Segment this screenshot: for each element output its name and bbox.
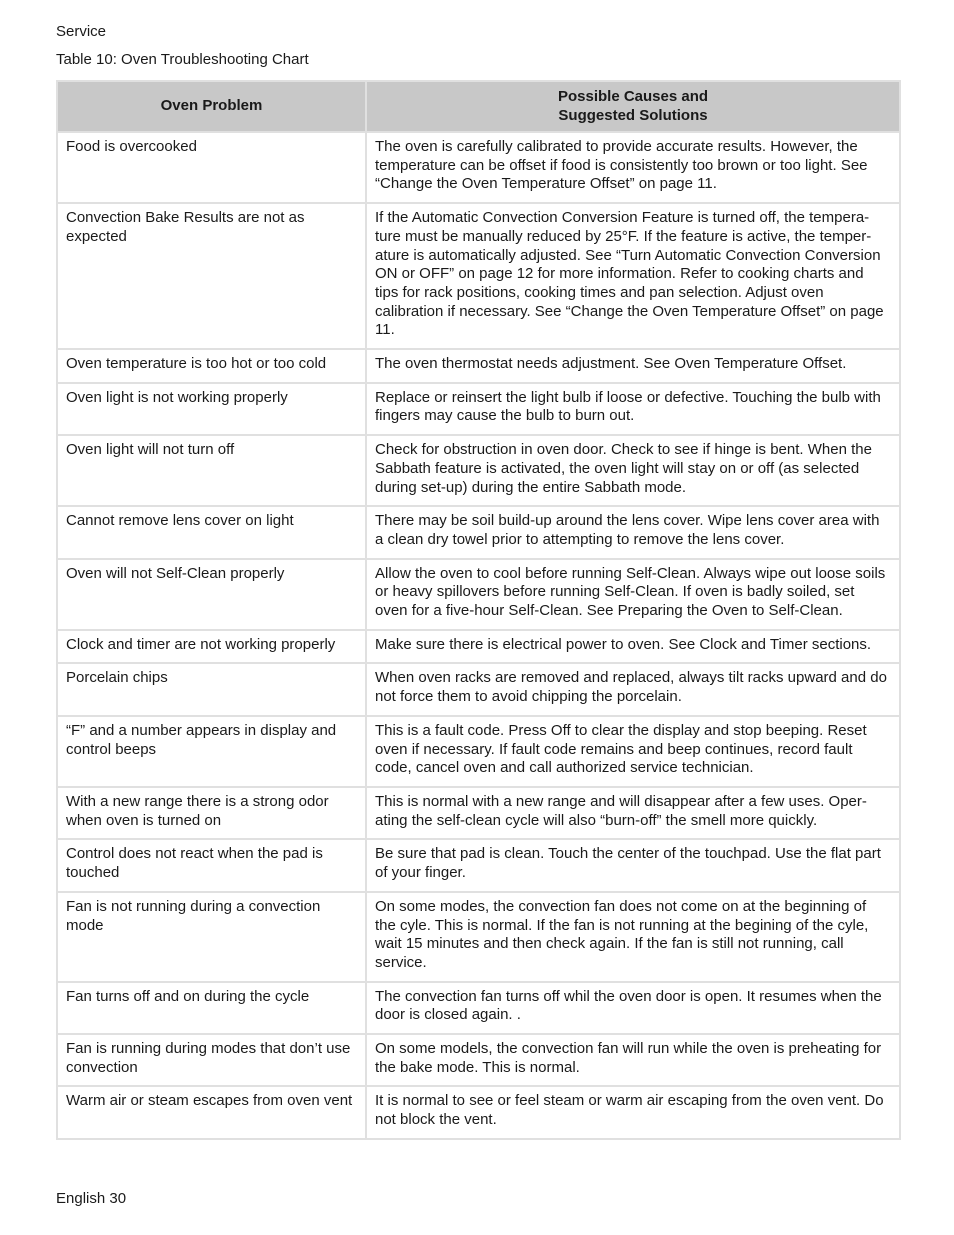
solution-cell: Replace or reinsert the light bulb if loose or defective. Touching the bulb with fingers may cause the bulb to burn out. [366, 383, 900, 435]
table-row [57, 839, 900, 891]
table-row [57, 716, 900, 787]
solution-cell: This is a fault code. Press Off to clear the display and stop beeping. Reset oven if necessary. If fault code remains and beep continues, record fault code, cancel oven and call authorized service technician. [366, 716, 900, 787]
solution-cell: If the Automatic Convection Conversion Feature is turned off, the tempera-ture must be manually reduced by 25°F. If the feature is active, the temper-ature is automatically adjusted. See “Turn Automatic Convection Conversion ON or OFF” on page 12 for more information. Refer to cooking charts and tips for rack positions, cooking times and pan selection. Adjust oven calibration if necessary. See “Change the Oven Temperature Offset” on page 11. [366, 203, 900, 349]
problem-cell: Fan is not running during a convection mode [57, 892, 366, 982]
problem-cell: Porcelain chips [57, 663, 366, 715]
problem-cell: “F” and a number appears in display and control beeps [57, 716, 366, 787]
solution-cell: The convection fan turns off whil the oven door is open. It resumes when the door is closed again. . [366, 982, 900, 1034]
section-label: Service [56, 23, 107, 40]
table-row [57, 787, 900, 839]
table-header-row [57, 81, 900, 132]
table-row [57, 892, 900, 982]
column-header-solution-line1: Possible Causes and [557, 87, 709, 105]
problem-cell: Oven temperature is too hot or too cold [57, 349, 366, 383]
column-header-solution [366, 81, 900, 132]
table-row [57, 982, 900, 1034]
problem-cell: Fan turns off and on during the cycle [57, 982, 366, 1034]
problem-cell: Oven light is not working properly [57, 383, 366, 435]
solution-cell: It is normal to see or feel steam or warm air escaping from the oven vent. Do not block the vent. [366, 1086, 900, 1138]
table-row [57, 203, 900, 349]
problem-cell: Clock and timer are not working properly [57, 630, 366, 664]
solution-cell: Check for obstruction in oven door. Check to see if hinge is bent. When the Sabbath feature is activated, the oven light will stay on or off (as selected during set-up) during the entire Sabbath mode. [366, 435, 900, 506]
solution-cell: The oven is carefully calibrated to provide accurate results. However, the temperature can be offset if food is consistently too brown or too light. See “Change the Oven Temperature Offset” on page 11. [366, 132, 900, 203]
problem-cell: Oven will not Self-Clean properly [57, 559, 366, 630]
problem-cell: Fan is running during modes that don’t use convection [57, 1034, 366, 1086]
problem-cell: Cannot remove lens cover on light [57, 506, 366, 558]
solution-cell: On some modes, the convection fan does not come on at the beginning of the cyle. This is normal. If the fan is not running at the begining of the cyle, wait 15 minutes and then check again. If the fan is still not running, call service. [366, 892, 900, 982]
solution-cell: This is normal with a new range and will disappear after a few uses. Oper-ating the self-clean cycle will also “burn-off” the smell more quickly. [366, 787, 900, 839]
solution-cell: On some models, the convection fan will run while the oven is preheating for the bake mode. This is normal. [366, 1034, 900, 1086]
table-caption: Table 10: Oven Troubleshooting Chart [56, 51, 309, 68]
problem-cell: Control does not react when the pad is touched [57, 839, 366, 891]
problem-cell: Warm air or steam escapes from oven vent [57, 1086, 366, 1138]
table-row [57, 435, 900, 506]
solution-cell: The oven thermostat needs adjustment. See Oven Temperature Offset. [366, 349, 900, 383]
page-footer: English 30 [56, 1190, 127, 1207]
column-header-problem: Oven Problem [57, 81, 366, 132]
table-row [57, 1086, 900, 1138]
problem-cell: Oven light will not turn off [57, 435, 366, 506]
column-header-solution-line2: Suggested Solutions [558, 106, 708, 124]
problem-cell: Food is overcooked [57, 132, 366, 203]
table-row [57, 132, 900, 203]
solution-cell: There may be soil build-up around the lens cover. Wipe lens cover area with a clean dry towel prior to attempting to remove the lens cover. [366, 506, 900, 558]
table-row [57, 559, 900, 630]
problem-cell: Convection Bake Results are not as expected [57, 203, 366, 349]
solution-cell: When oven racks are removed and replaced, always tilt racks upward and do not force them to avoid chipping the porcelain. [366, 663, 900, 715]
solution-cell: Make sure there is electrical power to oven. See Clock and Timer sections. [366, 630, 900, 664]
problem-cell: With a new range there is a strong odor when oven is turned on [57, 787, 366, 839]
table-row [57, 349, 900, 383]
table-row [57, 383, 900, 435]
troubleshooting-table [56, 80, 901, 1140]
solution-cell: Be sure that pad is clean. Touch the center of the touchpad. Use the flat part of your finger. [366, 839, 900, 891]
solution-cell: Allow the oven to cool before running Self-Clean. Always wipe out loose soils or heavy spillovers before running Self-Clean. If oven is badly soiled, set oven for a five-hour Self-Clean. See Preparing the Oven to Self-Clean. [366, 559, 900, 630]
table-row [57, 630, 900, 664]
table-row [57, 506, 900, 558]
table-row [57, 663, 900, 715]
table-row [57, 1034, 900, 1086]
